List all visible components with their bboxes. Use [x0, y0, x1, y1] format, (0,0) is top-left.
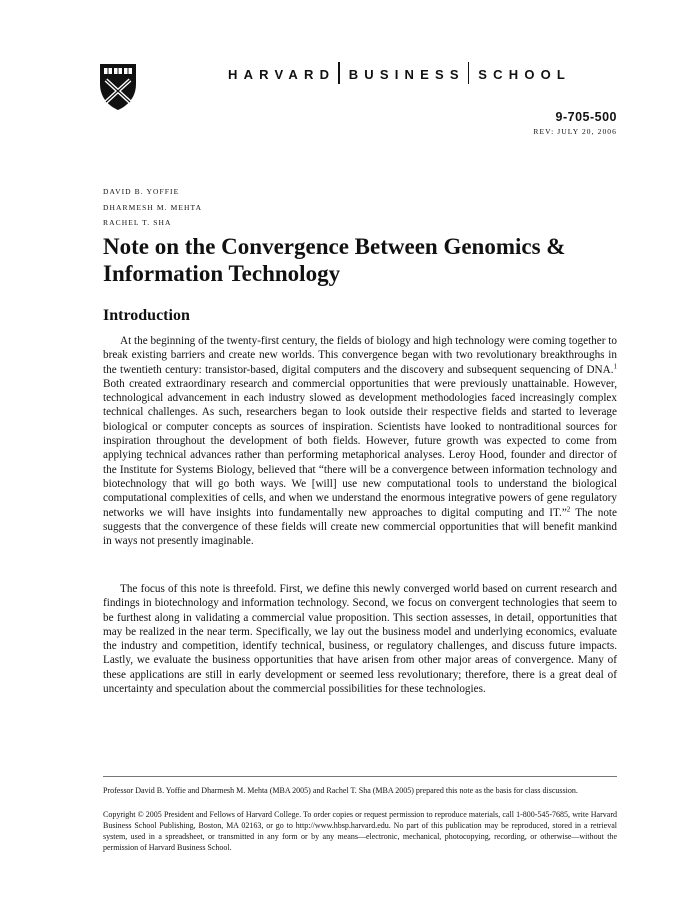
- paragraph-1-text-a: At the beginning of the twenty-first century, the fields of biology and high technology were coming together to break existing barriers and create new worlds. This convergence began with two revolutionary breakthroughs in the twentieth century: transistor-based, digital computers and the discovery and subsequent sequencing of DNA.: [103, 335, 617, 376]
- title-line-2: Information Technology: [103, 261, 341, 286]
- preparation-footnote: Professor David B. Yoffie and Dharmesh M. Mehta (MBA 2005) and Rachel T. Sha (MBA 2005) prepared this note as the basis for class discussion.: [103, 786, 578, 795]
- section-heading: Introduction: [103, 307, 190, 324]
- paragraph-2-text: The focus of this note is threefold. First, we define this newly converged world based on current research and findings in biotechnology and information technology. Second, we focus on convergent technologies that seem to be furthest along in validating a commercial value proposition. This section assesses, in detail, opportunities that may be realized in the near term. Specifically, we lay out the business model and underlying economics, evaluate the industry and competition, identify technical, business, or regulatory challenges, and discuss future impacts. Lastly, we evaluate the business opportunities that have arisen from other major areas of convergence. Many of these applications are still in early development or seemed less revolutionary; therefore, there is a great deal of uncertainty and speculation about the commercial possibilities for these technologies.: [103, 583, 617, 696]
- school-masthead: [228, 62, 571, 84]
- masthead-harvard: HARVARD: [228, 67, 336, 82]
- footer-divider: [103, 776, 617, 777]
- paragraph-1-text-c: The note suggests that the convergence of these fields will create new commercial opportunities that will benefit mankind in ways not presently imaginable.: [103, 506, 618, 548]
- author-list: [103, 184, 202, 231]
- footnote-ref-2: 2: [566, 504, 571, 513]
- harvard-shield-icon: [98, 62, 138, 112]
- masthead-school: SCHOOL: [478, 67, 572, 82]
- footnote-ref-1: 1: [613, 361, 617, 370]
- title-line-1: Note on the Convergence Between Genomics &: [103, 234, 566, 259]
- masthead-divider: [468, 62, 470, 84]
- body-paragraph-2: [103, 582, 617, 696]
- copyright-notice: Copyright © 2005 President and Fellows of Harvard College. To order copies or request permission to reproduce materials, call 1-800-545-7685, write Harvard Business School Publishing, Boston, MA 02163, or go to http://www.hbsp.harvard.edu. No part of this publication may be reproduced, stored in a retrieval system, used in a spreadsheet, or transmitted in any form or by any means—electronic, mechanical, photocopying, recording, or otherwise—without the permission of Harvard Business School.: [103, 810, 617, 852]
- masthead-business: BUSINESS: [348, 67, 465, 82]
- author-name: DAVID B. YOFFIE: [103, 187, 180, 196]
- paragraph-1-text-b: Both created extraordinary research and commercial opportunities that were previously unattainable. However, technological advancement in each industry slowed as development methodologies faced increasingly complex technical challenges. As such, researchers began to look outside their respective fields and started to leverage biological or computer concepts as sources of inspiration. Scientists have looked to nontraditional sources for inspiration throughout the development of both fields. However, future growth was expected to come from applying technical advances rather than performing metaphorical analyses. Leroy Hood, founder and director of the Institute for Systems Biology, believed that “there will be a convergence between information technology and biotechnology that will go both ways. We [will] use new computational tools to understand the biological computational complexities of cells, and when we understand the enormous integrative powers of gene regulatory networks we will have insights into fundamentally new approaches to digital computing and IT.”: [103, 377, 617, 519]
- masthead-divider: [338, 62, 340, 84]
- revision-date: REV: JULY 20, 2006: [533, 127, 617, 136]
- author-name: RACHEL T. SHA: [103, 218, 172, 227]
- document-title: [103, 233, 623, 287]
- author-name: DHARMESH M. MEHTA: [103, 202, 203, 212]
- case-number: 9-705-500: [555, 110, 617, 124]
- body-paragraph-1: [103, 334, 617, 548]
